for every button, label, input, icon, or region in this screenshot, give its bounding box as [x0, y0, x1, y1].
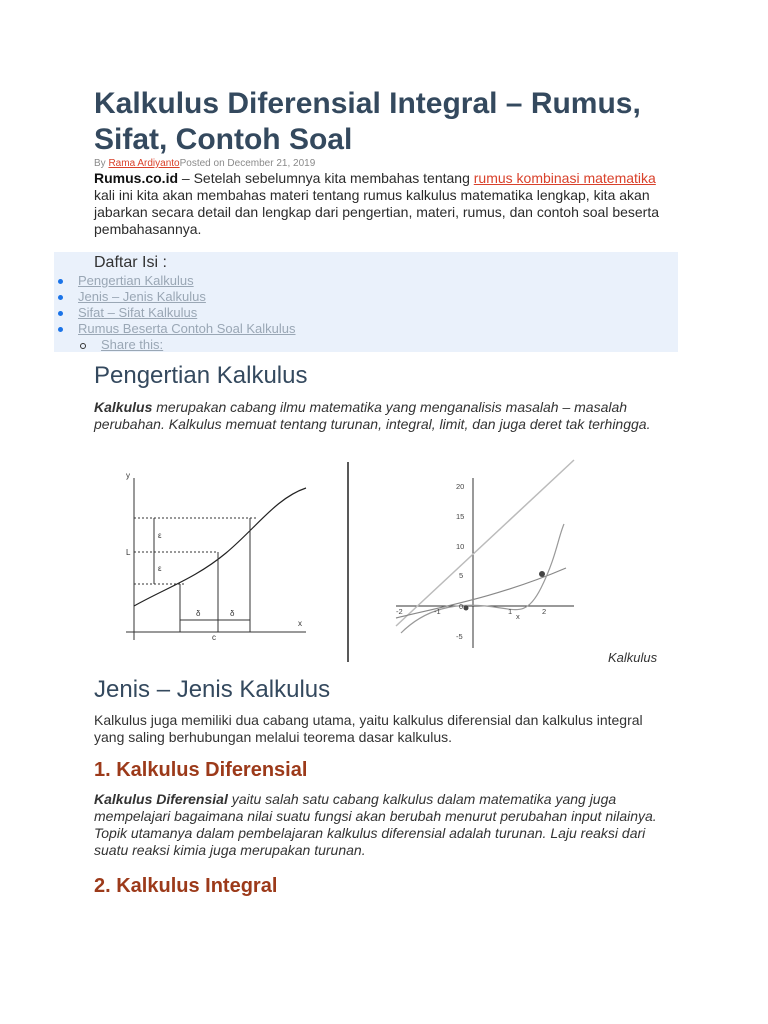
polynomial-graph: [396, 460, 574, 648]
function-curve: [134, 488, 306, 606]
circle-bullet-icon: [80, 343, 86, 349]
heading-pengertian: Pengertian Kalkulus: [94, 362, 308, 389]
bullet-icon: [58, 279, 63, 284]
x-tick-neg1: -1: [434, 607, 441, 616]
x-tick-1: 1: [508, 607, 513, 616]
y-tick-20: 20: [456, 482, 465, 491]
figure-caption: Kalkulus: [608, 650, 658, 665]
left-delta-left: δ: [196, 609, 201, 618]
toc-link-jenis[interactable]: Jenis – Jenis Kalkulus: [78, 289, 206, 304]
jenis-paragraph: Kalkulus juga memiliki dua cabang utama, yaitu kalkulus diferensial dan kalkulus integral yang saling berhubungan melalui teorema dasar kalkulus.: [94, 712, 643, 745]
left-c-label: c: [212, 633, 216, 642]
heading-integral: 2. Kalkulus Integral: [94, 875, 278, 897]
kalkulus-figure: [96, 458, 676, 668]
intersection-point: [539, 571, 545, 577]
y-tick-15: 15: [456, 512, 465, 521]
diferensial-text: yaitu salah satu cabang kalkulus dalam matematika yang juga mempelajari bagaimana nilai suatu fungsi akan berubah menurut perubahan input nilainya. Topik utamanya dalam pembelajaran kalkulus diferensial adalah turunan. Laju reaksi dari suatu reaksi kimia juga merupakan turunan.: [94, 791, 657, 858]
bullet-icon: [58, 311, 63, 316]
left-eps-bottom: ε: [158, 564, 162, 573]
toc-title: Daftar Isi :: [94, 254, 167, 271]
diferensial-paragraph: [94, 791, 674, 859]
heading-diferensial: 1. Kalkulus Diferensial: [94, 759, 308, 781]
by-label: By: [94, 158, 109, 169]
pengertian-text: merupakan cabang ilmu matematika yang menganalisis masalah – masalah perubahan. Kalkulus memuat tentang turunan, integral, limit, dan juga deret tak terhingga.: [94, 399, 651, 432]
left-x-label: x: [298, 619, 302, 628]
left-delta-right: δ: [230, 609, 235, 618]
diferensial-bold: Kalkulus Diferensial: [94, 791, 228, 807]
left-eps-top: ε: [158, 531, 162, 540]
origin-point: [464, 606, 469, 611]
bullet-icon: [58, 327, 63, 332]
heading-jenis: Jenis – Jenis Kalkulus: [94, 676, 331, 703]
left-L-label: L: [126, 548, 131, 557]
site-name: Rumus.co.id: [94, 170, 179, 186]
y-tick-neg5: -5: [456, 632, 463, 641]
toc-link-pengertian[interactable]: Pengertian Kalkulus: [78, 273, 194, 288]
y-tick-5: 5: [459, 571, 464, 580]
table-of-contents: [54, 252, 678, 352]
intro-paragraph: [94, 170, 674, 238]
toc-link-rumus[interactable]: Rumus Beserta Contoh Soal Kalkulus: [78, 321, 296, 336]
x-tick-2: 2: [542, 607, 547, 616]
intro-text-1: – Setelah sebelumnya kita membahas tentang: [178, 170, 474, 186]
intro-text-2: kali ini kita akan membahas materi tentang rumus kalkulus matematika lengkap, kita akan jabarkan secara detail dan lengkap dari pengertian, materi, rumus, dan contoh soal beserta pembahasannya.: [94, 187, 660, 237]
x-tick-neg2: -2: [396, 607, 403, 616]
limit-graph: [126, 478, 306, 640]
post-meta: [94, 158, 315, 169]
left-y-label: y: [126, 471, 130, 480]
y-tick-0: 0: [459, 602, 464, 611]
page-title: Kalkulus Diferensial Integral – Rumus, Sifat, Contoh Soal: [94, 87, 641, 156]
pengertian-bold: Kalkulus: [94, 399, 153, 415]
toc-link-sifat[interactable]: Sifat – Sifat Kalkulus: [78, 305, 198, 320]
y-tick-10: 10: [456, 542, 465, 551]
linear-curve: [396, 460, 574, 626]
pengertian-paragraph: [94, 399, 674, 433]
right-x-label: x: [516, 612, 520, 621]
toc-link-share[interactable]: Share this:: [101, 337, 164, 352]
author-link[interactable]: Rama Ardiyanto: [108, 158, 180, 169]
related-article-link[interactable]: rumus kombinasi matematika: [473, 170, 656, 186]
bullet-icon: [58, 295, 63, 300]
posted-date: Posted on December 21, 2019: [179, 158, 316, 169]
